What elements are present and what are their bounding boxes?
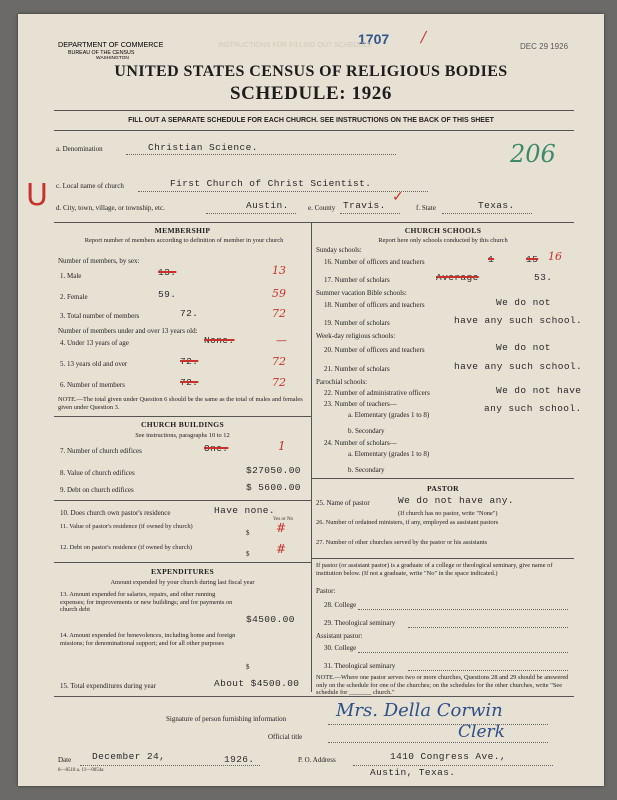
q15-value: About $4500.00	[214, 678, 300, 689]
q17-label: 17. Number of scholars	[324, 276, 390, 284]
q19-label: 19. Number of scholars	[324, 319, 390, 327]
q11-label: 11. Value of pastor's residence (if owned by church)	[60, 523, 193, 530]
membership-intro: Report number of members according to definition of member in your church	[84, 237, 284, 244]
census-schedule-sheet	[18, 14, 604, 786]
members-by-age-label: Number of members under and over 13 years old:	[58, 327, 198, 335]
po-address-label: P. O. Address	[298, 756, 336, 764]
q13-label: 13. Amount expended for salaries, repairs, and other running expenses; for improvements or new buildings; and for payments on church debt	[60, 591, 233, 614]
official-title-label: Official title	[268, 733, 303, 741]
q24-label: 24. Number of scholars—	[324, 439, 397, 447]
q10-value: Have none.	[214, 505, 276, 516]
q5-correction: 72	[272, 355, 286, 368]
county-label: e. County	[308, 204, 336, 212]
q25-value: We do not have any.	[398, 495, 514, 506]
q21-label: 21. Number of scholars	[324, 365, 390, 373]
date-year: 1926.	[224, 754, 255, 765]
q7-correction: 1	[278, 439, 286, 453]
q12-dollar: $	[246, 550, 250, 558]
q7-label: 7. Number of church edifices	[60, 447, 142, 455]
q6-value: 72.	[180, 377, 199, 388]
q22-label: 22. Number of administrative officers	[324, 389, 430, 397]
po-address-city: Austin, Texas.	[370, 767, 456, 778]
city-label: d. City, town, village, or township, etc.	[56, 204, 165, 212]
form-subtitle: SCHEDULE: 1926	[229, 83, 392, 104]
q2-value: 59.	[158, 289, 177, 300]
city-value: Austin.	[246, 200, 289, 211]
q28-label: 28. College	[324, 601, 357, 609]
membership-note: NOTE.—The total given under Question 6 should be the same as the total of males and females given under Question 3.	[58, 396, 303, 411]
q1-value: 13.	[158, 267, 177, 278]
q31-label: 31. Theological seminary	[324, 662, 396, 670]
q8-label: 8. Value of church edifices	[60, 469, 135, 477]
form-instruction: FILL OUT A SEPARATE SCHEDULE FOR EACH CHURCH. SEE INSTRUCTIONS ON THE BACK OF THIS SHEET	[128, 117, 494, 124]
county-value: Travis.	[343, 200, 386, 211]
denomination-code: 206	[510, 140, 556, 168]
weekday-label: Week-day religious schools:	[316, 332, 396, 340]
stamp-number: 1707	[358, 31, 390, 47]
local-name-value: First Church of Christ Scientist.	[170, 178, 372, 189]
q3-label: 3. Total number of members	[60, 312, 140, 320]
q16-value: 1	[488, 254, 495, 265]
q17-value: Average	[436, 272, 479, 283]
faded-back-text: INSTRUCTIONS FOR FILLING OUT SCHEDULE	[218, 42, 373, 49]
members-by-sex-label: Number of members, by sex:	[58, 257, 140, 265]
q30-label: 30. College	[324, 644, 357, 652]
q27-label: 27. Number of other churches served by the pastor or his assistants	[316, 539, 488, 546]
q16-value-2: 15	[526, 254, 539, 265]
q24b-label: b. Secondary	[348, 466, 385, 474]
q18-label: 18. Number of officers and teachers	[324, 301, 425, 309]
q12-correction: #	[276, 542, 287, 556]
date-label: Date	[58, 756, 72, 764]
pastor-label: Pastor:	[316, 587, 336, 595]
q23-label: 23. Number of teachers—	[324, 400, 397, 408]
q3-correction: 72	[272, 307, 286, 320]
q8-value: $27050.00	[246, 465, 301, 476]
print-code: 8—8518 a. 11—9054a	[58, 768, 104, 773]
red-checkmark: ✓	[392, 190, 404, 205]
q14-label: 14. Amount expended for benevolences, including home and foreign missions; for denominational support; and for all other purposes	[60, 632, 236, 647]
q23a-value: any such school.	[484, 403, 582, 414]
q16-correction: 16	[548, 250, 562, 263]
q24a-label: a. Elementary (grades 1 to 8)	[348, 450, 430, 458]
graduate-note: If pastor (or assistant pastor) is a graduate of a college or theological seminary, give name of institution below. (If not a graduate, write "No" in the space indicated.)	[316, 562, 553, 577]
q20-value: We do not	[496, 342, 551, 353]
q9-label: 9. Debt on church edifices	[60, 486, 134, 494]
denomination-label: a. Denomination	[56, 145, 103, 153]
signature-value: Mrs. Della Corwin	[336, 700, 503, 721]
expenditures-title: EXPENDITURES	[150, 567, 215, 576]
q19-value: have any such school.	[454, 315, 583, 326]
q25-note: (If church has no pastor, write "None")	[398, 510, 498, 517]
date-value: December 24,	[92, 751, 166, 762]
yes-no-hint: Yes or No	[273, 517, 294, 522]
q23b-label: b. Secondary	[348, 427, 385, 435]
q17-value-2: 53.	[534, 272, 553, 283]
q7-value: One.	[204, 443, 229, 454]
q5-label: 5. 13 years old and over	[60, 360, 128, 368]
q9-value: $ 5600.00	[246, 482, 301, 493]
pastor-title: PASTOR	[427, 484, 459, 493]
denomination-value: Christian Science.	[148, 142, 258, 153]
q5-value: 72.	[180, 356, 199, 367]
q15-label: 15. Total expenditures during year	[60, 682, 156, 690]
signature-label: Signature of person furnishing information	[166, 715, 287, 723]
summer-label: Summer vacation Bible schools:	[316, 289, 407, 297]
q22-value: We do not have	[496, 385, 582, 396]
q11-correction: #	[276, 521, 287, 535]
q3-value: 72.	[180, 308, 199, 319]
schools-title: CHURCH SCHOOLS	[404, 226, 482, 235]
q6-correction: 72	[272, 376, 286, 389]
q4-value: None.	[204, 335, 235, 346]
q10-label: 10. Does church own pastor's residence	[60, 509, 171, 517]
q26-label: 26. Number of ordained ministers, if any, employed as assistant pastors	[316, 519, 499, 526]
red-check-mark: /	[421, 28, 427, 46]
q6-label: 6. Number of members	[60, 381, 125, 389]
parochial-label: Parochial schools:	[316, 378, 368, 386]
local-name-label: c. Local name of church	[56, 182, 124, 190]
q13-value: $4500.00	[246, 614, 295, 625]
red-u-mark: U	[26, 178, 48, 213]
q18-value: We do not	[496, 297, 551, 308]
date-received-stamp: DEC 29 1926	[520, 42, 569, 51]
bureau-city: WASHINGTON	[96, 56, 129, 61]
buildings-title: CHURCH BUILDINGS	[140, 420, 225, 429]
membership-title: MEMBERSHIP	[154, 226, 211, 235]
q4-label: 4. Under 13 years of age	[60, 339, 129, 347]
schools-intro: Report here only schools conducted by this church	[378, 237, 508, 244]
state-label: f. State	[416, 204, 436, 212]
q12-label: 12. Debt on pastor's residence (if owned by church)	[60, 544, 192, 551]
q1-label: 1. Male	[60, 272, 82, 280]
q2-label: 2. Female	[60, 293, 88, 301]
q21-value: have any such school.	[454, 361, 583, 372]
expenditures-intro: Amount expended by your church during last fiscal year	[110, 579, 255, 586]
state-value: Texas.	[478, 200, 515, 211]
pastor-note: NOTE.—Where one pastor serves two or more churches, Questions 28 and 29 should be answered only on the schedule for one of the churches; on the schedules for the other churches, write "See schedule for _______ church."	[316, 674, 569, 697]
assistant-pastor-label: Assistant pastor:	[316, 632, 363, 640]
q2-correction: 59	[272, 287, 286, 300]
q4-correction: —	[276, 334, 287, 347]
q20-label: 20. Number of officers and teachers	[324, 346, 425, 354]
q25-label: 25. Name of pastor	[316, 499, 370, 507]
official-title-value: Clerk	[458, 722, 505, 742]
bureau-name: BUREAU OF THE CENSUS	[68, 50, 135, 56]
form-title: UNITED STATES CENSUS OF RELIGIOUS BODIES	[114, 63, 508, 80]
q29-label: 29. Theological seminary	[324, 619, 396, 627]
q16-label: 16. Number of officers and teachers	[324, 258, 425, 266]
q1-correction: 13	[272, 264, 286, 277]
q14-dollar: $	[246, 663, 250, 671]
dept-name: DEPARTMENT OF COMMERCE	[58, 40, 164, 49]
buildings-intro: See instructions, paragraphs 10 to 12	[135, 432, 230, 439]
po-address-value: 1410 Congress Ave.,	[390, 751, 506, 762]
q23a-label: a. Elementary (grades 1 to 8)	[348, 411, 430, 419]
q11-dollar: $	[246, 529, 250, 537]
sunday-label: Sunday schools:	[316, 246, 362, 254]
